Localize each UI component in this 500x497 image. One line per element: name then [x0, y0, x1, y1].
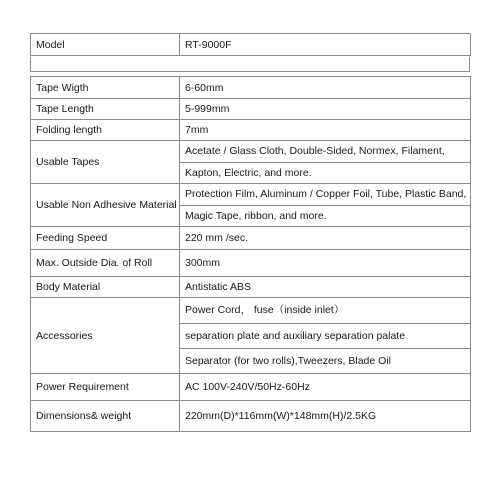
spec-value: Antistatic ABS: [180, 277, 471, 298]
model-value: RT-9000F: [180, 34, 471, 56]
spec-label: Body Material: [31, 277, 180, 298]
table-row: [31, 120, 471, 141]
spec-value-line: Separator (for two rolls),Tweezers, Blade Oil: [180, 348, 470, 373]
spec-value: 5-999mm: [180, 99, 471, 120]
spec-value: [180, 141, 471, 184]
spec-label: Usable Tapes: [31, 141, 180, 184]
spec-value-line: separation plate and auxiliary separation palate: [180, 323, 470, 348]
spec-value: 300mm: [180, 250, 471, 277]
model-label: Model: [31, 34, 180, 56]
table-spacer: [30, 57, 470, 72]
table-row: [31, 401, 471, 432]
table-row: [31, 77, 471, 99]
spec-value: 7mm: [180, 120, 471, 141]
spec-table: [30, 76, 471, 432]
spec-label: Max. Outside Dia. of Roll: [31, 250, 180, 277]
table-row: [31, 34, 471, 56]
spec-value-line: Acetate / Glass Cloth, Double-Sided, Normex, Filament,: [185, 145, 445, 157]
spec-value: [180, 184, 471, 227]
spec-value: 220 mm /sec.: [180, 227, 471, 250]
table-row: [31, 227, 471, 250]
table-row: [31, 250, 471, 277]
table-row: [31, 184, 471, 227]
spec-label: Tape Length: [31, 99, 180, 120]
spec-value: [180, 298, 471, 374]
table-row: [31, 298, 471, 374]
spec-value-line: Kapton, Electric, and more.: [180, 162, 470, 183]
spec-value: 220mm(D)*116mm(W)*148mm(H)/2.5KG: [180, 401, 471, 432]
table-row: [31, 374, 471, 401]
spec-label: Tape Wigth: [31, 77, 180, 99]
spec-value: 6-60mm: [180, 77, 471, 99]
spec-label: Power Requirement: [31, 374, 180, 401]
spec-label: Folding length: [31, 120, 180, 141]
spec-label: Feeding Speed: [31, 227, 180, 250]
table-row: [31, 141, 471, 184]
spec-label: Usable Non Adhesive Material: [31, 184, 180, 227]
spec-value: AC 100V-240V/50Hz-60Hz: [180, 374, 471, 401]
spec-value-line: Protection Film, Aluminum / Copper Foil, Tube, Plastic Band,: [185, 188, 467, 200]
table-row: [31, 99, 471, 120]
spec-label: Accessories: [31, 298, 180, 374]
table-row: [31, 277, 471, 298]
spec-value-line: Magic Tape, ribbon, and more.: [180, 205, 470, 226]
spec-header-table: [30, 33, 471, 56]
spec-value-line: Power Cord， fuse（inside inlet）: [185, 304, 345, 316]
spec-label: Dimensions& weight: [31, 401, 180, 432]
